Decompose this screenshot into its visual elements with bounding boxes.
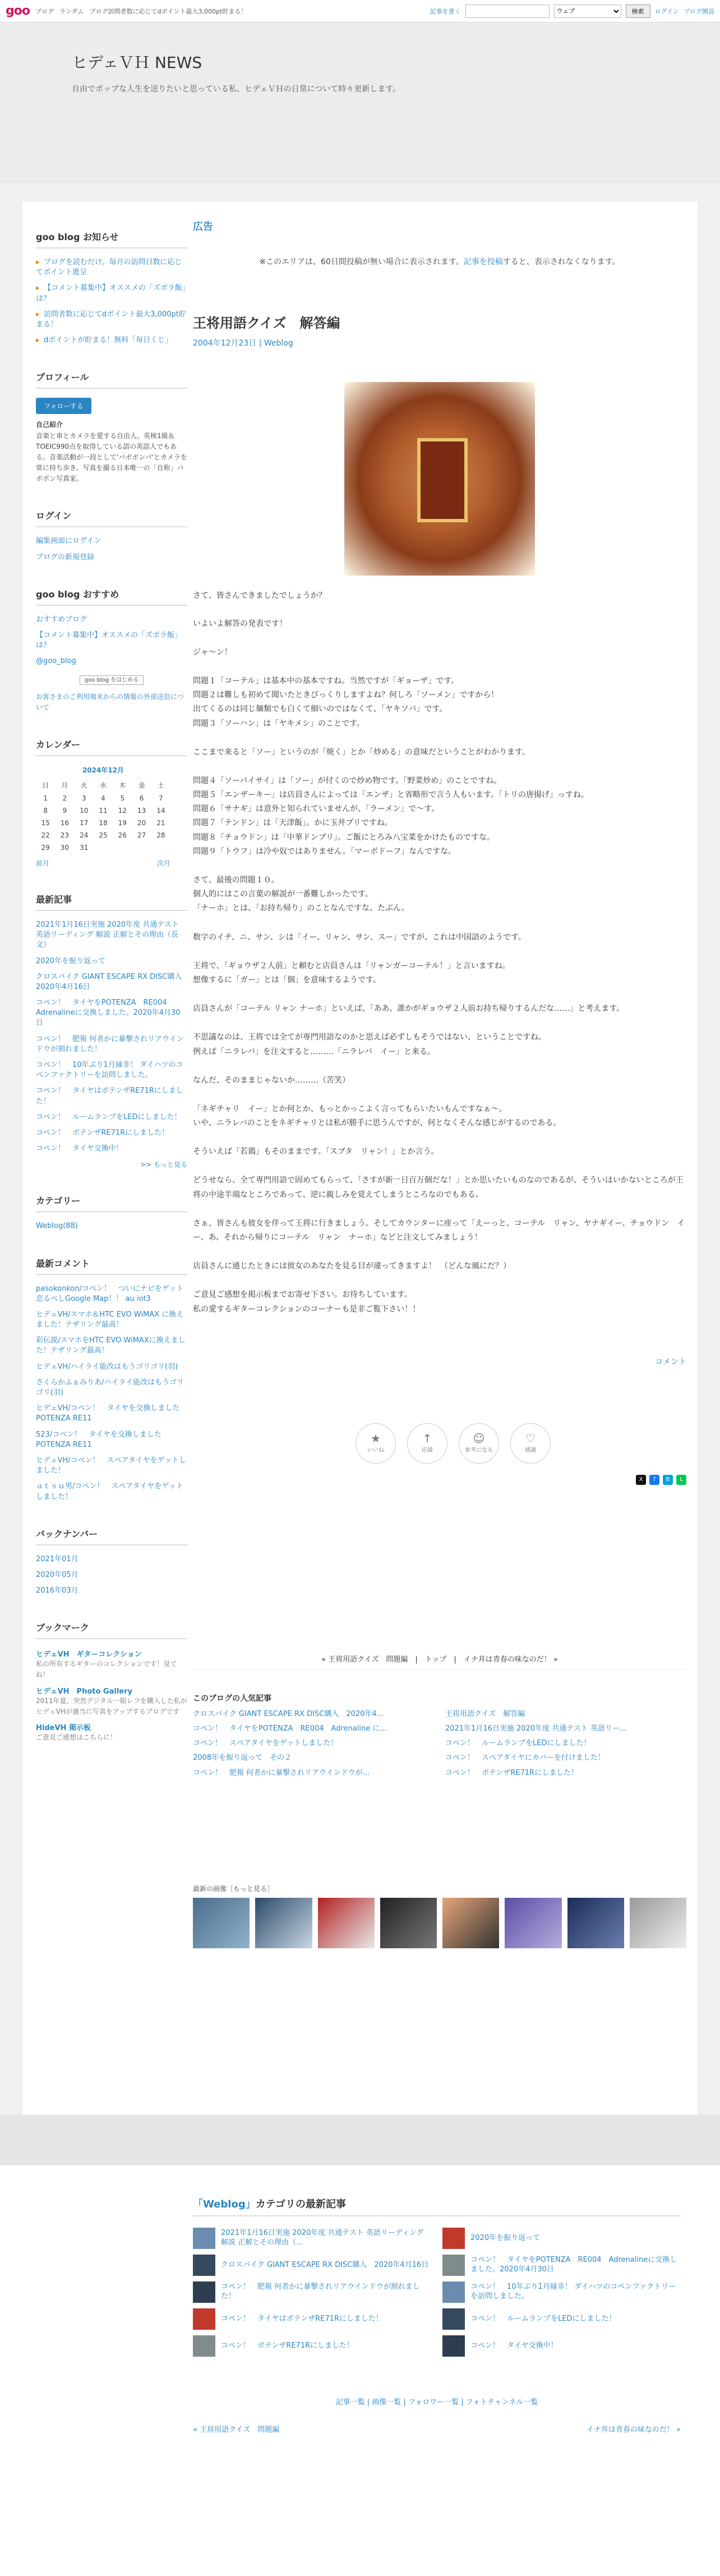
comment-link[interactable]: さくらかふぁみりあ/ハイライ能改はもうゴリゴリ(羽): [36, 1378, 184, 1397]
bullet-icon: ▸: [36, 284, 40, 293]
post-title[interactable]: 王将用語クイズ 解答編: [193, 315, 340, 331]
calendar-day[interactable]: [132, 841, 151, 854]
calendar-day[interactable]: [113, 841, 132, 854]
x-share-icon[interactable]: X: [636, 1475, 646, 1485]
popular-post-link[interactable]: 2008年を振り返って その２: [193, 1754, 292, 1763]
thumbnail[interactable]: [255, 1898, 312, 1948]
thumbnail[interactable]: [193, 1898, 250, 1948]
category-latest-thumb: [193, 2255, 215, 2276]
ad-note: ※このエリアは、60日間投稿が無い場合に表示されます。記事を投稿すると、表示されなくなります。: [259, 257, 620, 266]
recommend-title: goo blog おすすめ: [36, 587, 187, 606]
calendar-day[interactable]: 10: [80, 806, 89, 815]
post-paragraph: 問題４「ソーパイサイ」は「ソー」が付くので炒め物です。「野菜炒め」のことですね。 問題５「エンザーキー」は店員さんによっては「エンザ」と省略形で言う人もいます。「トリの唐揚げ」っすね。 問題６「サナギ」は意外と知られていませんが、「ラーメン」で〜す。 問題７「テンドン」は「天津飯」。かに玉丼ブリですね。 問題８「チョウドン」は「中華ドンブリ」。ご飯にとろみ八宝菜をかけたものですな。 問題９「トウフ」は冷や奴ではありません。「マーボドーフ」なんですな。: [193, 776, 589, 856]
calendar-day[interactable]: 3: [81, 794, 86, 802]
calendar-day[interactable]: 8: [43, 806, 48, 815]
latest-post-link[interactable]: コペン！ 肥報 何者かに暴撃されリアウインドウが割れました！: [36, 1034, 184, 1054]
category-latest-title-link[interactable]: クロスバイク GIANT ESCAPE RX DISC購入 2020年4月16日: [221, 2260, 429, 2269]
line-share-icon[interactable]: L: [676, 1475, 686, 1485]
profile-section: [36, 370, 187, 484]
post-paragraph: 店員さんに通じたときには彼女のあなたを見る目が違ってきますよ！ （どんな風にだ？）: [193, 1262, 511, 1271]
popular-post-link[interactable]: クロスバイク GIANT ESCAPE RX DISC購入 2020年4...: [193, 1709, 384, 1718]
profile-text: 音楽と車とカメラを愛する自由人。英検1級＆TOEIC990点を取得している語の英語人でもある。音楽活動が一段として'バボポンパ'とカメラを常に持ち歩き、写真を撮る日本唯一の「自称」バボポン写真家。: [36, 431, 187, 483]
post-paragraph: 「ネギチャリ イー」とか何とか、もっとかっこよく言ってもらいたいもんですなぁ〜。 いや、ニラレバのことをネギチャリとは私が勝手に思うんですが、何となくそんな感じがするのである。: [193, 1104, 561, 1128]
category-latest-item[interactable]: [193, 2228, 431, 2249]
post-paragraph: 王将で、「ギョウザ２人前」と頼むと店員さんは「リャンガーコーテル！」と言いますね。 想像するに「ガー」とは「個」を意味するようです。: [193, 961, 510, 985]
category-latest-thumb: [442, 2228, 465, 2249]
profile-title: プロフィール: [36, 370, 187, 389]
latest-post-link[interactable]: クロスバイク GIANT ESCAPE RX DISC購入 2020年4月16日: [36, 972, 190, 991]
comment-link[interactable]: ヒデェVH/スマホ＆HTC EVO WiMAX に換えました！テザリング最高！: [36, 1310, 184, 1330]
category-latest-title-link[interactable]: コペン！ 10年ぶり1月縁非！ ダイハツのコペンファクトリーを訪問しました。: [470, 2283, 676, 2301]
post-paragraph: ここまで来ると「ソー」というのが「焼く」とか「炒める」の意味だということがわかります。: [193, 747, 530, 757]
bullet-icon: ▸: [36, 310, 40, 319]
reaction-icon: ☺: [473, 1431, 485, 1445]
reaction-label: 参考になる: [465, 1447, 493, 1453]
reaction-icon: ♡: [525, 1431, 536, 1445]
comment-link[interactable]: ヒデェVH/コペン！ スペアタイヤをゲットしました！: [36, 1456, 186, 1475]
bullet-icon: ▸: [36, 258, 40, 266]
next-post-link[interactable]: イナ丼は青春の味なのだ！ »: [586, 2426, 681, 2434]
popular-title: このブログの人気記事: [193, 1694, 271, 1703]
comment-link[interactable]: ヒデェVH/コペン！ タイヤを交換しましたPOTENZA RE11: [36, 1404, 180, 1423]
post-paragraph: なんだ、そのままじゃないか………（苦笑）: [193, 1075, 350, 1085]
backnumber-link[interactable]: 2016年03月: [36, 1586, 79, 1595]
reaction-button[interactable]: [356, 1423, 396, 1464]
category-latest-item[interactable]: [442, 2255, 681, 2276]
category-latest-thumb: [442, 2308, 465, 2330]
notice-title: goo blog お知らせ: [36, 230, 187, 249]
recommend-link[interactable]: @goo_blog: [36, 657, 76, 666]
blog-title[interactable]: ヒデェＶＨ NEWS: [72, 53, 202, 72]
backnumber-section: [36, 1527, 187, 1597]
bottom-navigation[interactable]: 記事一覧 | 画像一覧 | フォロワー一覧 | フォトチャンネル一覧: [335, 2398, 538, 2407]
latest-section: [36, 893, 190, 1169]
reactions: [356, 1423, 686, 1464]
calendar-day[interactable]: 18: [99, 818, 108, 827]
notice-item[interactable]: ▸ 訪問者数に応じてdポイント最大3,000pt貯まる！: [36, 310, 186, 329]
category-latest-title-link[interactable]: コペン！ ボテンザRE71Rにしました！: [221, 2341, 354, 2350]
privacy-note[interactable]: お客さまのご利用端末からの情報の外部送信について: [36, 692, 184, 711]
calendar-day[interactable]: 15: [41, 818, 50, 827]
notice-item[interactable]: ▸ 【コメント募集中】オススメの「ズボラ飯」は？: [36, 284, 186, 303]
category-latest-title-link[interactable]: コペン！ ルームランプをLEDにしました！: [470, 2314, 616, 2323]
category-latest-title-link[interactable]: コペン！ タイヤはポテンザRE71Rにしました！: [221, 2314, 383, 2323]
category-latest-thumb: [442, 2335, 465, 2357]
comment-link[interactable]: pasokonkon/コペン！ ついにナビをゲット 恋るべしGoogle Map！！ au iot3: [36, 1284, 191, 1303]
comment-link[interactable]: 彩伝説/スマホをHTC EVO WiMAXに換えました！テザリング最高！: [36, 1336, 186, 1355]
bookmark-name[interactable]: HideVH 掲示板: [36, 1724, 91, 1732]
category-latest-item[interactable]: [193, 2308, 431, 2330]
thumbnail[interactable]: [567, 1898, 624, 1948]
category-latest-item[interactable]: [442, 2308, 681, 2330]
category-latest-title-link[interactable]: コペン！ タイヤ交換中！: [470, 2341, 558, 2350]
post-paragraph: 問題１「コーテル」は基本中の基本ですね。当然ですが「ギョーザ」です。 問題２は難しも初めて聞いたときびっくりしますよね？何しろ「ソーメン」ですから！ 出てくるのは同じ麺類でも白くて細いのではなくて、「ヤキソバ」です。 問題３「ソーハン」は「ヤキメシ」のことです。: [193, 676, 499, 728]
category-latest-item[interactable]: [442, 2228, 681, 2249]
category-section: [36, 1194, 187, 1231]
blog-subtitle: 自由でポップな人生を送りたいと思っている私、ヒデェＶＨの日常について時々更新します。: [72, 85, 401, 94]
thumbnail[interactable]: [442, 1898, 499, 1948]
calendar-week: [36, 792, 170, 804]
bookmark-desc: 私の所有するギターのコレクションです！見てね！: [36, 1660, 177, 1679]
ohsho-sign: [417, 438, 468, 522]
bookmark-name[interactable]: ヒデェVH Photo Gallery: [36, 1687, 132, 1696]
calendar-week: [36, 817, 170, 829]
login-section: [36, 509, 187, 562]
category-title: カテゴリー: [36, 1194, 187, 1212]
calendar-day[interactable]: 21: [156, 818, 165, 827]
backnumber-link[interactable]: 2021年01月: [36, 1554, 79, 1563]
thumbnail-strip: [193, 1898, 686, 1948]
latest-more-link[interactable]: >> もっと見る: [140, 1161, 187, 1169]
calendar-title: カレンダー: [36, 738, 187, 756]
calendar-day[interactable]: 5: [120, 794, 125, 802]
bookmark-section: [36, 1621, 187, 1743]
recommend-link[interactable]: 【コメント募集中】オススメの「ズボラ飯」は？: [36, 631, 182, 650]
calendar-caption: 2024年12月: [82, 766, 124, 774]
post-link[interactable]: 記事を投稿: [463, 257, 503, 266]
thumbnail[interactable]: [630, 1898, 686, 1948]
reaction-button[interactable]: [510, 1423, 551, 1464]
calendar-day[interactable]: 30: [60, 843, 70, 852]
category-latest-thumb: [442, 2281, 465, 2303]
latest-post-link[interactable]: コペン！ 10年ぶり1月縁非！ ダイハツのコペンファクトリーを訪問しました。: [36, 1061, 183, 1080]
top-bar: [0, 0, 720, 22]
main-column: [193, 219, 686, 1948]
category-latest-thumb: [193, 2228, 215, 2249]
popular-post-link[interactable]: コペン！ タイヤをPOTENZA RE004 Adrenaline に...: [193, 1724, 387, 1733]
hatena-share-icon[interactable]: B: [663, 1475, 673, 1485]
post-article-link[interactable]: 記事を書く: [430, 7, 461, 15]
login-link[interactable]: ログイン: [654, 7, 679, 15]
category-latest-title-link[interactable]: コペン！ 肥報 何者かに暴撃されリアウインドウが割れました！: [221, 2283, 420, 2301]
calendar-weekday: 月: [61, 781, 68, 789]
calendar-day[interactable]: 11: [99, 806, 108, 815]
latest-post-link[interactable]: コペン！ タイヤをPOTENZA RE004 Adrenalineに交換しました。2020年4月30日: [36, 999, 181, 1028]
facebook-share-icon[interactable]: f: [649, 1475, 659, 1485]
ad-title: 広告: [193, 221, 213, 233]
post-paragraph: さて、皆さんできましたでしょうか？ いよいよ解答の発表です！ ジャ〜ン！: [193, 591, 326, 657]
notice-item[interactable]: ▸ dポイントが貯まる！無料「毎日くじ」: [36, 335, 187, 346]
thumbnail[interactable]: [380, 1898, 437, 1948]
calendar-day[interactable]: 6: [139, 794, 144, 802]
latest-post-link[interactable]: コペン！ ボテンザRE71Rにしました！: [36, 1128, 169, 1137]
post-body: [193, 589, 686, 1317]
category-latest-title-link[interactable]: 2021年1月16日実施 2020年度 共通テスト 英語リーディング 解説 正解とその理由（...: [221, 2229, 424, 2247]
top-link-blog[interactable]: ブログ: [35, 7, 54, 15]
calendar-day[interactable]: 28: [156, 831, 165, 839]
popular-post-link[interactable]: コペン！ 肥報 何者かに暴撃されリアウインドウが...: [193, 1768, 370, 1777]
post-paragraph: 不思議なのは、王将では全てが専門用語なのかと思えば必ずしもそうではない、ということですね。 例えば「ニラレバ」を注文すると………「ニラレバ イー」と来る。: [193, 1033, 546, 1056]
category-latest-thumb: [193, 2335, 215, 2357]
calendar-week: [36, 829, 170, 841]
calendar-day[interactable]: 22: [41, 831, 50, 839]
calendar-week: [36, 804, 170, 817]
bookmark-title: ブックマーク: [36, 1621, 187, 1639]
comments-title: 最新コメント: [36, 1257, 187, 1275]
calendar-day[interactable]: 24: [80, 831, 89, 839]
search-input[interactable]: [465, 4, 550, 18]
calendar-weekday: 水: [99, 781, 107, 789]
bookmark-desc: 2011年夏、突然デジタル一眼レフを購入した私がヒデェVHが適当に写真をアップするブログです: [36, 1696, 187, 1715]
popular-posts: [193, 1692, 686, 1783]
latest-post-link[interactable]: 2021年1月16日実施 2020年度 共通テスト 英語リーディング 解説 正解とその理由（長文）: [36, 920, 179, 950]
post-navigation[interactable]: « 王将用語クイズ 問題編 | トップ | イナ丼は青春の味なのだ！ »: [193, 1653, 686, 1670]
reaction-button[interactable]: [407, 1423, 447, 1464]
category-latest-thumb: [193, 2281, 215, 2303]
top-bar-right: [430, 4, 714, 18]
calendar-day[interactable]: 1: [43, 794, 48, 802]
calendar-day[interactable]: 26: [118, 831, 127, 839]
post-photo[interactable]: [344, 382, 535, 576]
category-latest-item[interactable]: [442, 2281, 681, 2303]
calendar-weekday: 土: [157, 781, 164, 789]
notice-item[interactable]: ▸ ブログを読むだけ。毎月の訪問日数に応じてポイント進呈: [36, 258, 182, 277]
reaction-label: 応援: [422, 1447, 433, 1453]
blog-header: [0, 22, 720, 182]
post-date[interactable]: 2004年12月23日: [193, 339, 257, 348]
reaction-label: 感謝: [525, 1447, 536, 1453]
latest-post-link[interactable]: 2020年を振り返って: [36, 956, 106, 965]
thumbnail[interactable]: [318, 1898, 375, 1948]
register-link[interactable]: ブログ開設: [684, 7, 714, 15]
calendar-day[interactable]: 14: [156, 806, 165, 815]
calendar-day[interactable]: 12: [118, 806, 127, 815]
calendar-day[interactable]: 4: [101, 794, 105, 802]
recommend-link[interactable]: おすすめブログ: [36, 615, 87, 624]
calendar-day[interactable]: 9: [62, 806, 67, 815]
post-paragraph: 店員さんが「コーテル リャン ナーホ」といえば、「ああ、誰かがギョウザ２人前お持ち帰りするんだな……」と考えます。: [193, 1004, 625, 1014]
search-scope-select[interactable]: [554, 4, 621, 18]
backnumber-title: バックナンバー: [36, 1527, 187, 1545]
latest-post-link[interactable]: コペン！ タイヤはポテンザRE71Rにしました！: [36, 1087, 183, 1106]
category-latest-item[interactable]: [193, 2255, 431, 2276]
post-meta: 2004年12月23日 | Weblog: [193, 339, 293, 348]
calendar-day[interactable]: 16: [60, 818, 70, 827]
recommend-section: [36, 587, 187, 713]
goo-logo[interactable]: goo: [6, 4, 30, 18]
notice-section: [36, 230, 187, 346]
reaction-label: いいね: [367, 1447, 384, 1453]
popular-post-link[interactable]: コペン！ ルームランプをLEDにしました！: [445, 1739, 591, 1748]
prev-post-link[interactable]: « 王将用語クイズ 問題編: [193, 2426, 280, 2434]
calendar-day[interactable]: 25: [99, 831, 108, 839]
category-latest-thumb: [442, 2255, 465, 2276]
calendar-next[interactable]: 次月: [156, 859, 170, 867]
comment-link[interactable]: ａｔｓｕ男/コペン！ スペアタイヤをゲットしました！: [36, 1482, 183, 1501]
calendar-day[interactable]: 13: [137, 806, 146, 815]
post-paragraph: 数字のイチ、ニ、サン、シは「イー、リャン、サン、スー」ですが、これは中国語のようです。: [193, 932, 526, 942]
recent-images: [193, 1884, 686, 1948]
login-register-link[interactable]: ブログの新規登録: [36, 553, 95, 562]
category-latest-item[interactable]: [442, 2335, 681, 2357]
category-latest-title-link[interactable]: 2020年を振り返って: [470, 2233, 541, 2242]
comment-link[interactable]: コメント: [655, 1357, 686, 1367]
calendar-day[interactable]: 31: [80, 843, 89, 852]
latest-post-link[interactable]: コペン！ ルームランプをLEDにしました！: [36, 1112, 182, 1121]
calendar-weekday: 木: [119, 781, 126, 789]
calendar-weekday: 日: [42, 781, 49, 789]
prev-next-links: [193, 2423, 681, 2434]
top-link-random[interactable]: ランダム: [59, 7, 84, 15]
follow-button[interactable]: フォローする: [36, 398, 91, 414]
popular-post-link[interactable]: コペン！ スペアタイヤにカバーを付けました！: [445, 1754, 605, 1763]
calendar-weekday: 火: [80, 781, 87, 789]
category-latest: [0, 2165, 720, 2576]
bookmark-desc: ご意見ご感想はこちらに！: [36, 1733, 117, 1741]
share-buttons: [193, 1475, 686, 1485]
calendar-day[interactable]: 2: [62, 794, 67, 802]
search-button[interactable]: 検索: [626, 4, 650, 18]
latest-title: 最新記事: [36, 893, 187, 911]
login-edit-link[interactable]: 編集画面にログイン: [36, 537, 101, 546]
recent-images-title[interactable]: 最新の画像［もっと見る］: [193, 1884, 274, 1893]
calendar-prev[interactable]: 前月: [36, 859, 50, 867]
category-link[interactable]: Weblog(88): [36, 1222, 78, 1231]
category-latest-item[interactable]: [193, 2281, 431, 2303]
category-latest-grid: [193, 2228, 681, 2357]
calendar-day[interactable]: [94, 841, 113, 854]
top-link-promo[interactable]: ブログ訪問者数に応じてdポイント最大3,000pt貯まる！: [89, 7, 247, 15]
backnumber-link[interactable]: 2020年05月: [36, 1570, 79, 1579]
post-paragraph: さて、最後の問題１０。 個人的にはこの言葉の解説が一番難しかったです。 「ナーホ」とは、「お持ち帰り」のことなんですな。たぶん。: [193, 876, 409, 913]
calendar-week: [36, 841, 170, 854]
calendar-table: [36, 765, 170, 854]
popular-post-link[interactable]: 王将用語クイズ 解答編: [445, 1709, 525, 1718]
calendar-day[interactable]: [151, 841, 170, 854]
popular-post-link[interactable]: コペン！ ボテンザRE71Rにしました！: [445, 1768, 579, 1777]
calendar-section: [36, 738, 187, 868]
content-wrapper: [22, 202, 698, 2115]
post-paragraph: そういえば「若鶏」もそのままです。「スブタ リャン！」とか言う。: [193, 1147, 439, 1157]
latest-post-link[interactable]: コペン！ タイヤ交換中！: [36, 1144, 123, 1153]
calendar-day[interactable]: 29: [41, 843, 50, 852]
category-latest-thumb: [193, 2308, 215, 2330]
calendar-weekday: 金: [138, 781, 145, 789]
category-latest-title: 「Weblog」カテゴリの最新記事: [193, 2196, 681, 2216]
post-paragraph: ご意見ご感想を掲示板までお寄せ下さい。お待ちしています。 私の愛するギターコレクションのコーナーも是非ご覧下さい！！: [193, 1290, 421, 1314]
reaction-icon: ★: [371, 1431, 381, 1445]
calendar-day[interactable]: 19: [118, 818, 127, 827]
calendar-day[interactable]: 27: [137, 831, 146, 839]
calendar-day[interactable]: 7: [159, 794, 163, 802]
calendar-day[interactable]: 17: [80, 818, 89, 827]
comment-link[interactable]: 523/コペン！ タイヤを交換しましたPOTENZA RE11: [36, 1430, 161, 1449]
reaction-icon: ↑: [422, 1431, 432, 1445]
post-category[interactable]: Weblog: [264, 339, 293, 348]
bookmark-name[interactable]: ヒデェVH ギターコレクション: [36, 1650, 142, 1659]
thumbnail[interactable]: [505, 1898, 561, 1948]
calendar-day[interactable]: 20: [137, 818, 146, 827]
reaction-button[interactable]: [459, 1423, 499, 1464]
profile-name: 自己紹介: [36, 421, 63, 429]
bullet-icon: ▸: [36, 336, 40, 345]
category-latest-item[interactable]: [193, 2335, 431, 2357]
calendar-day[interactable]: 23: [60, 831, 70, 839]
category-latest-title-link[interactable]: コペン！ タイヤをPOTENZA RE004 Adrenalineに交換しました。2020年4月30日: [470, 2256, 677, 2274]
popular-post-link[interactable]: 2021年1月16日実施 2020年度 共通テスト 英語リー...: [445, 1724, 627, 1733]
footer-band: [0, 2115, 720, 2165]
login-title: ログイン: [36, 509, 187, 527]
post-paragraph: さぁ、皆さんも彼女を伴って王将に行きましょう。そしてカウンターに座って「えーっと、コーテル リャン、ヤナギイー、チョウドン イー、あ、それから帰りにコーテル リャン ナーホ」などと注文してみましょう！: [193, 1218, 685, 1242]
post-paragraph: どうせなら、全て専門用語で固めてもらって、「さすが新一日百万個だな！」とか思いたいものなのであるが、そういはいかないところが王将の中途半端なところであって、逆に親しみを覚えてしまうところなのでもある。: [193, 1176, 684, 1199]
start-blog-badge[interactable]: goo blog をはじめる: [80, 675, 144, 685]
sidebar: [36, 230, 191, 1768]
comments-section: [36, 1257, 191, 1502]
popular-post-link[interactable]: コペン！ スペアタイヤをゲットしました！: [193, 1739, 338, 1748]
comment-link[interactable]: ヒデェVH/ハイライ能改はもうゴリゴリ(羽): [36, 1362, 178, 1371]
